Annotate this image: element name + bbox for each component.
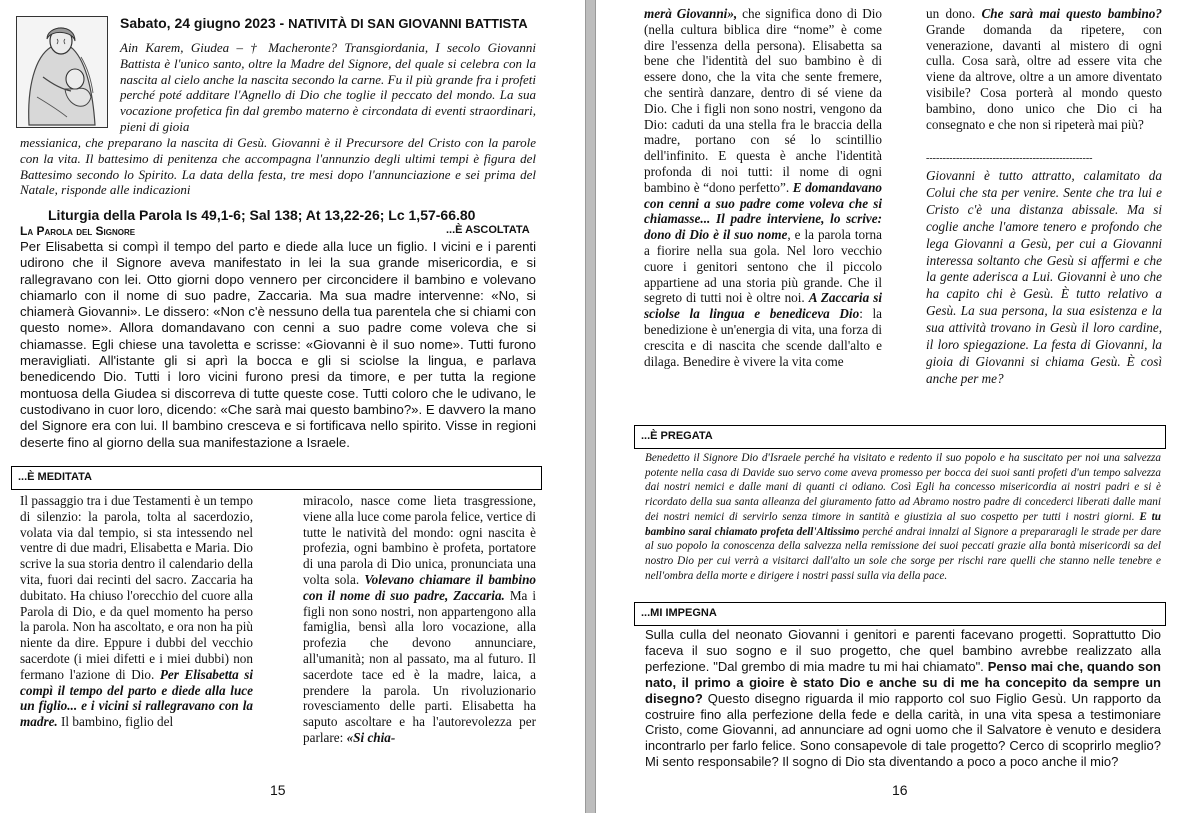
meditation-col2-quote: Volevano chiamare il bambino con il nome di suo padre, Zaccaria.: [303, 571, 536, 603]
section-impegna-header: ...MI IMPEGNA: [634, 602, 1166, 626]
dashed-divider: --------------------------------------------------: [926, 153, 1093, 164]
meditation-col2-text-a: miracolo, nasce come lieta trasgressione, viene alla luce come parola felice, vertice di tutte le natività del mondo: ogni nascita è profezia, ogni bambino è profeta, portatore di una parola di Dio unica, pronunciata una volta sola.: [303, 493, 536, 587]
right-col1-text-b: , e la parola torna a fiorire nella sua gola. Nel loro vecchio cuore i genitori sentono che il piccolo appartiene ad una storia più grande. Che il segreto di tutti noi è oltre noi.: [644, 227, 882, 306]
meditation-col2-quote-2: «Si chia-: [346, 729, 396, 745]
intro-text-bottom: messianica, che preparano la nascita di Gesù. Giovanni è il Precursore del Cristo con la parole con la vita. Il battesimo di penitenza che accompagna l'annunzio degli ultimi tempi è figura del Battesimo secondo lo Spirito. La data della festa, tre mesi dopo l'annunciazione e sei prima del Natale, risponde alle indicazioni: [20, 135, 536, 198]
section-meditata-header: ...È MEDITATA: [11, 466, 542, 490]
right-col1-quote-2: A Zaccaria si sciolse la lingua e benediceva Dio: [644, 290, 883, 322]
section-pregata-header: ...È PREGATA: [634, 425, 1166, 449]
header-date: Sabato, 24 giugno 2023: [120, 15, 276, 31]
prayer-text: [645, 451, 1161, 583]
meditation-column-1: [20, 493, 253, 730]
right-col2-text-a: un dono.: [926, 6, 976, 21]
left-page: [0, 0, 585, 813]
madonna-with-child-icon: [16, 16, 108, 128]
right-column-2: [926, 6, 1162, 132]
page-header: [120, 15, 528, 31]
impegno-text: [645, 627, 1161, 770]
liturgy-title: Liturgia della Parola Is 49,1-6; Sal 138; At 13,22-26; Lc 1,57-66.80: [48, 207, 476, 223]
right-col1-quote-start: merà Giovanni»,: [644, 6, 738, 21]
meditation-col2-text-b: Ma i figli non sono nostri, non appartengono alla famiglia, bensì alla loro vocazione, alla profezia che devono annunciare, all'umanità; non al passato, ma al futuro. Il sacerdote tace ed è la madre, laica, a prendere la parola. Un rivoluzionario rovesciamento delle parti. Elisabetta ha saputo ascoltare e ha l'autorevolezza per parlare:: [303, 587, 537, 745]
right-col1-text-c: : la benedizione è un'energia di vita, una forza di crescita e di nascita che scende dall'alto e dilaga. Benedire è vivere la vita come: [644, 306, 883, 369]
right-col1-quote-1: E domandavano con cenni a suo padre come voleva che si chiamasse... Il padre interviene, lo scrive: dono di Dio è il suo nome: [644, 179, 883, 243]
section-parola-title: La Parola del Signore: [20, 224, 136, 238]
saint-image-drawing: [17, 17, 107, 127]
right-column-1: [644, 6, 882, 369]
right-col1-text-a: che significa dono di Dio (nella cultura biblica dire “nome” è come dire l'essenza della persona). Elisabetta sa bene che l'identità del suo bambino è di essere dono, che la vita che sente fremere, che sentirà danzare, dentro di sé viene da Dio. Che i figli non sono nostri, vengono da Dio: caduti da una stella fra le braccia della madre, portano con sé lo scintillio dell'infinito. E questa è anche l'identità profonda di noi tutti: il nome di ogni bambino è “dono perfetto”.: [644, 6, 882, 195]
impegno-text-a: Sulla culla del neonato Giovanni i genitori e parenti facevano progetti. Soprattutto Dio faceva il suo sogno e il suo progetto, che quel bambino avrebbe realizzato alla perfezione. "Dal grembo di mia madre tu mi hai chiamato".: [645, 627, 1161, 674]
meditation-col1-quote: Per Elisabetta si compì il tempo del parto e diede alla luce un figlio... e i vicini si rallegravano con la madre.: [20, 666, 253, 730]
impegno-question: Penso mai che, quando son nato, il primo a gioire è stato Dio e anche su di me ha concepito da sempre un disegno?: [645, 658, 1161, 706]
right-col2-quote: Che sarà mai questo bambino?: [981, 6, 1162, 21]
section-ascoltata-label: ...È ASCOLTATA: [446, 224, 530, 236]
impegno-text-b: Questo disegno riguarda il mio rapporto col suo Figlio Gesù. Un rapporto da costruire fino alla perfezione della fede e della carità, in una vita spesa a testimoniare Cristo, come Giovanni, ad annunciare ad ogni uomo che il Salvatore è venuto e desidera incontrarlo per farlo felice. Sono consapevole di tale progetto? Cerco di scoprirlo meglio? Mi sento responsabile? Il sogno di Dio sta diventando a poco a poco anche il mio?: [645, 690, 1161, 770]
intro-text-top: Ain Karem, Giudea – † Macheronte? Transgiordania, I secolo Giovanni Battista è l'unico santo, oltre la Madre del Signore, del quale si celebra con la nascita al cielo anche la nascita secondo la carne. Fu il più grande fra i profeti perché poté additare l'Agnello di Dio che toglie il peccato del mondo. La sua vocazione profetica fin dal grembo materno è circondata di eventi straordinari, pieni di gioia: [120, 40, 536, 134]
right-col2-text-b: Grande domanda da ripetere, con venerazione, davanti al mistero di ogni culla. Cosa sarà, oltre ad essere vita che viene da altrove, oltre a un amore diventato visibile? Cosa porterà al mondo questo bambino, dono unico che Dio ci ha consegnato e che non si ripeterà mai più?: [926, 21, 1162, 132]
prayer-quote: E tu bambino sarai chiamato profeta dell'Altissimo: [645, 510, 1161, 538]
gospel-text: Per Elisabetta si compì il tempo del parto e diede alla luce un figlio. I vicini e i parenti udirono che il Signore aveva manifestato in lei la sua grande misericordia, e si rallegravano con lei. Otto giorni dopo vennero per circoncidere il bambino e volevano chiamarlo con il nome di suo padre, Zaccaria. Ma sua madre intervenne: «No, si chiamerà Giovanni». Le dissero: «Non c'è nessuno della tua parentela che si chiami con questo nome». Allora domandavano con cenni a suo padre come voleva che si chiamasse. Egli chiese una tavoletta e scrisse: «Giovanni è il suo nome». Tutti furono meravigliati. All'istante gli si aprì la bocca e gli si sciolse la lingua, e parlava benedicendo Dio. Tutti i loro vicini furono presi da timore, e per tutta la regione montuosa della Giudea si discorreva di tutte queste cose. Tutti coloro che le udivano, le custodivano in cuor loro, dicendo: «Che sarà mai questo bambino?». E davvero la mano del Signore era con lui. Il bambino cresceva e si fortificava nello spirito. Visse in regioni deserte fino al giorno della sua manifestazione a Israele.: [20, 239, 536, 450]
header-feast: NATIVITÀ DI SAN GIOVANNI BATTISTA: [288, 16, 528, 31]
meditation-column-2: [303, 493, 536, 746]
header-separator: -: [275, 15, 289, 31]
right-col2-meditation: Giovanni è tutto attratto, calamitato da Colui che sta per venire. Sente che tra lui e Cristo c'è una distanza abissale. Ma si coglie anche l'amore tenero e profondo che lega Giovanni a Gesù, per cui a Giovanni interessa soltanto che Gesù si affermi e che la gente aderisca a Lui. Giovanni è uno che ha capito chi è Gesù. È tutto relativo a Gesù. La sua persona, la sua esistenza e la sua attività trovano in Gesù il loro cardine, il loro spiegazione. La festa di Giovanni, la gioia di Giovanni si chiama Gesù. È così anche per me?: [926, 168, 1162, 386]
page-number-left: 15: [270, 782, 286, 798]
right-page: [596, 0, 1181, 813]
page-gutter: [585, 0, 596, 813]
prayer-text-a: Benedetto il Signore Dio d'Israele perché ha visitato e redento il suo popolo e ha suscitato per noi una salvezza potente nella casa di Davide suo servo come aveva promesso per bocca dei suoi santi profeti d'un tempo salvezza dai nostri nemici e dalle mani di quanti ci odiano. Così Egli ha concesso misericordia ai nostri padri e si è ricordato della sua santa alleanza del giuramento fatto ad Abramo nostro padre di concederci liberati dalle mani dei nostri nemici di servirlo senza timore in santità e giustizia al suo cospetto per tutti i nostri giorni.: [645, 452, 1161, 523]
prayer-text-b: perché andrai innalzi al Signore a prepararagli le strade per dare al suo popolo la conoscenza della salvezza nella remissione dei suoi peccati grazie alla bontà misericordi sa del nostro Dio per cui verrà a visitarci dall'alto un sole che sorge per rischi rare quelli che stanno nelle tenebre e nell'ombra della morte e dirigere i nostri passi sulla via della pace.: [645, 525, 1162, 582]
meditation-col1-text-b: Il bambino, figlio del: [61, 714, 174, 730]
meditation-col1-text-a: Il passaggio tra i due Testamenti è un tempo di silenzio: la parola, tolta al sacerdozio, volata via dal tempio, si sta intessendo nel ventre di due madri, Elisabetta e Maria. Dio scrive la sua storia dentro il calendario della vita, fuori dai recinti del sacro. Zaccaria ha dubitato. Ha chiuso l'orecchio del cuore alla Parola di Dio, e da quel momento ha perso la parola. Non ha ascoltato, e ora non ha più niente da dire. Eppure i dubbi del vecchio sacerdote (i miei difetti e i miei dubbi) non fermano l'azione di Dio.: [20, 493, 253, 682]
page-number-right: 16: [892, 782, 908, 798]
